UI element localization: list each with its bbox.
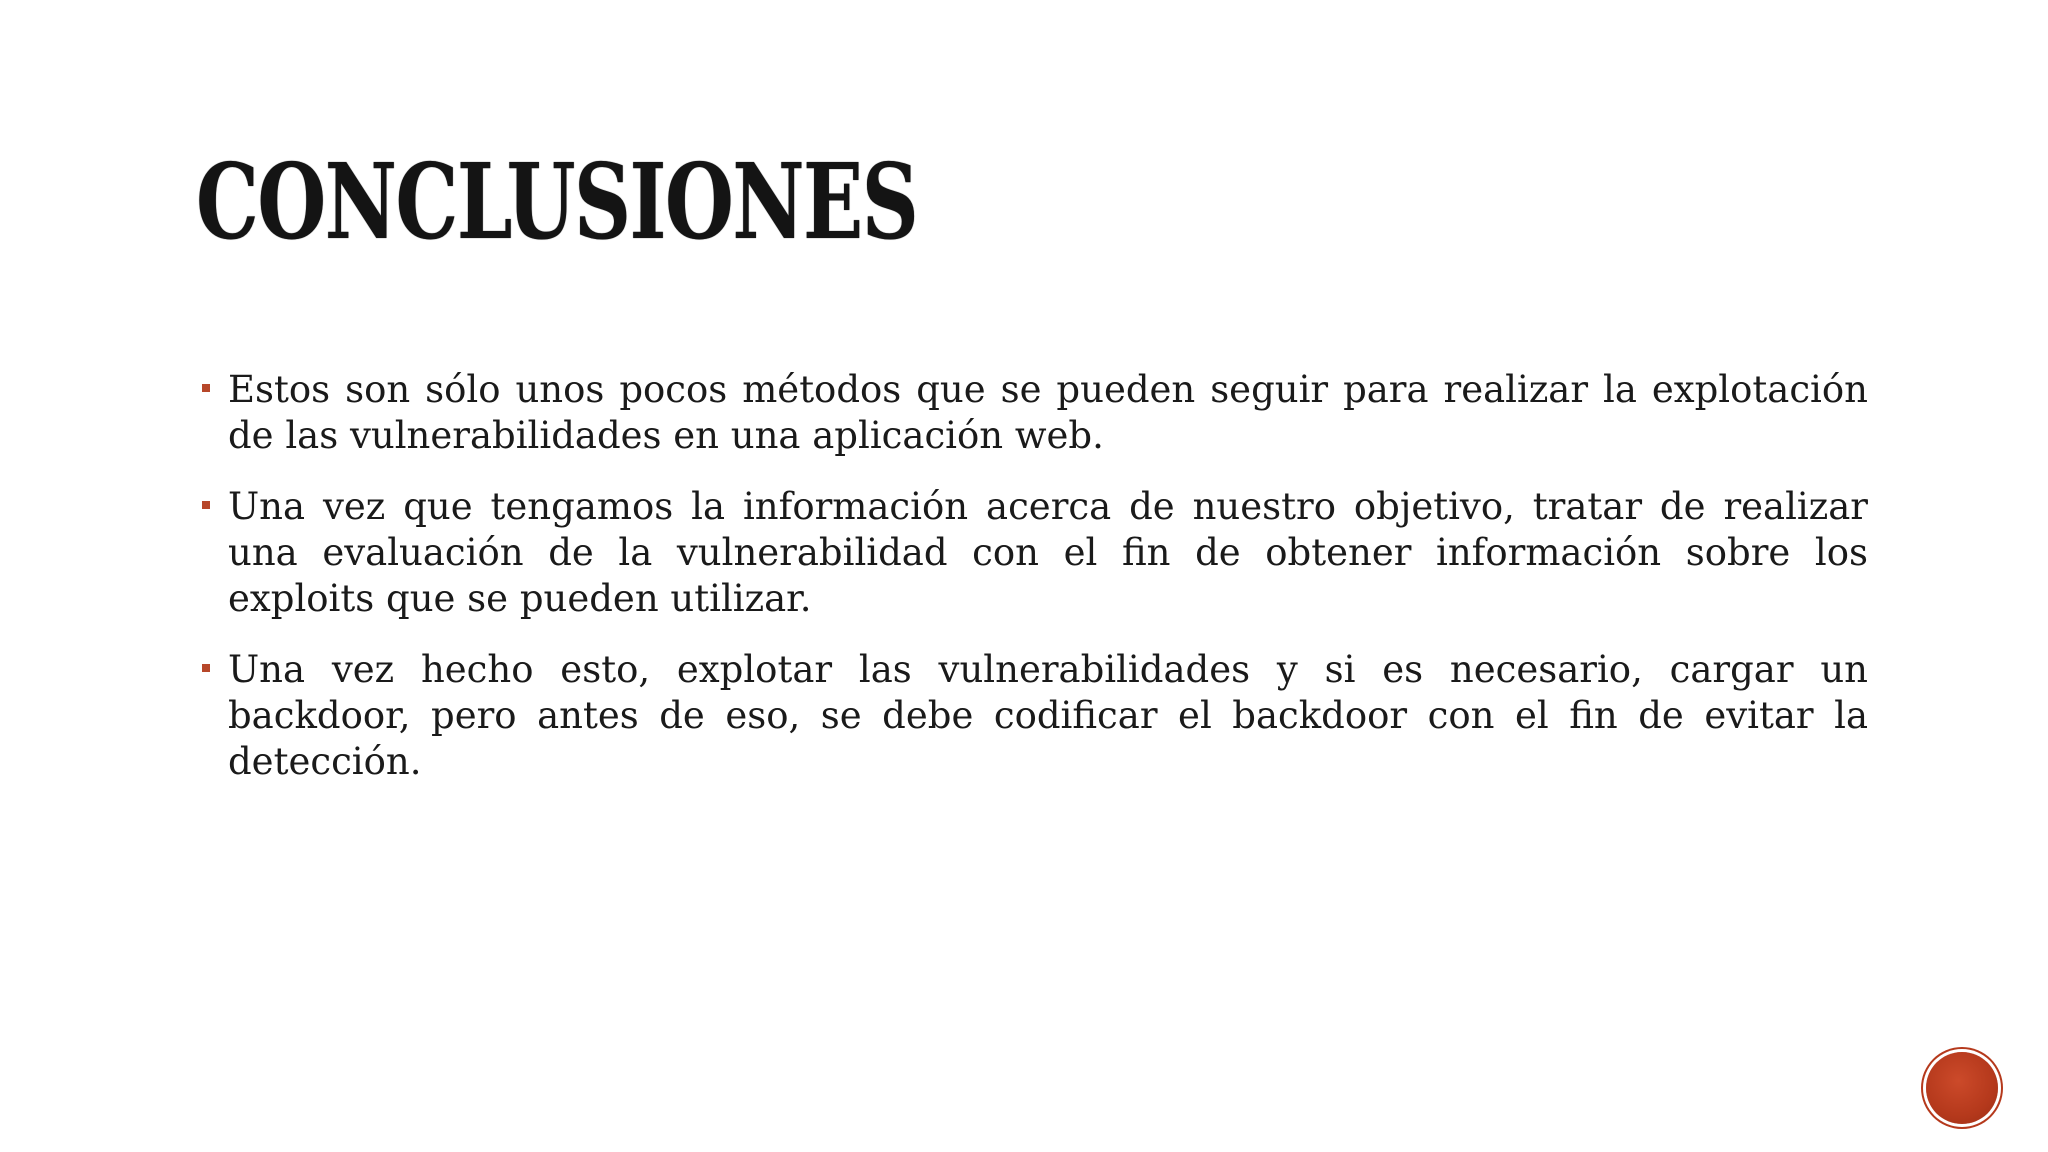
square-bullet-icon (202, 501, 210, 509)
circle-nav-icon[interactable] (1926, 1052, 1998, 1124)
list-item (196, 367, 1868, 459)
list-item (196, 484, 1868, 622)
square-bullet-icon (202, 384, 210, 392)
square-bullet-icon (202, 664, 210, 672)
bullet-text: Una vez hecho esto, explotar las vulnerabilidades y si es necesario, cargar un backdoor, pero antes de eso, se debe codificar el backdoor con el fin de evitar la detección. (228, 648, 1868, 783)
bullet-text: Estos son sólo unos pocos métodos que se pueden seguir para realizar la explotación de las vulnerabilidades en una aplicación web. (228, 368, 1868, 457)
list-item (196, 647, 1868, 785)
bullet-list (196, 367, 1868, 810)
bullet-text: Una vez que tengamos la información acerca de nuestro objetivo, tratar de realizar una evaluación de la vulnerabilidad con el fin de obtener información sobre los exploits que se pueden utilizar. (228, 485, 1868, 620)
slide-title: CONCLUSIONES (196, 140, 918, 263)
